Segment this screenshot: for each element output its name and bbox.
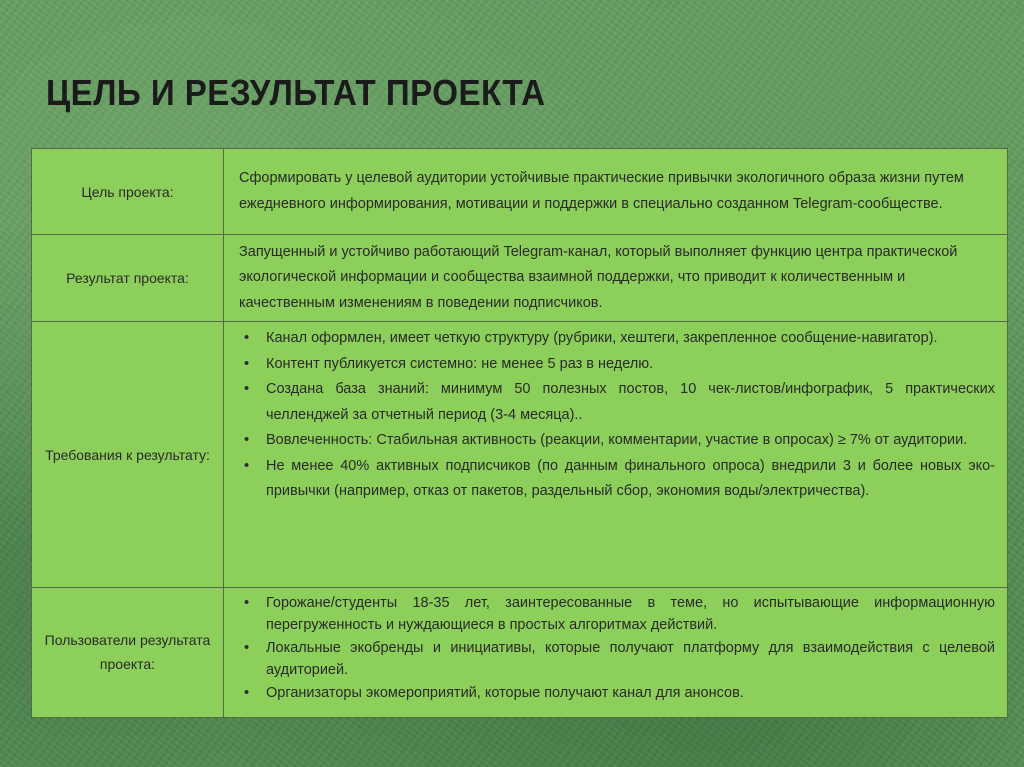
users-row [32, 587, 1008, 717]
requirement-item: • Вовлеченность: Стабильная активность (реакции, комментарии, участие в опросах) ≥ 7% от аудитории. [239, 428, 995, 454]
requirements-label: Требования к результату: [32, 322, 224, 587]
result-label: Результат проекта: [32, 235, 224, 322]
requirements-cell [224, 322, 1008, 587]
goal-text: Сформировать у целевой аудитории устойчивые практические привычки экологичного образа жизни путем ежедневного информирования, мотивации и поддержки в специально созданном Telegram-сообществе. [224, 149, 1008, 235]
user-item: • Горожане/студенты 18-35 лет, заинтересованные в теме, но испытывающие информационную перегруженность и нуждающиеся в простых алгоритмах действий. [239, 592, 995, 637]
result-text: Запущенный и устойчиво работающий Telegram-канал, который выполняет функцию центра практической экологической информации и сообщества взаимной поддержки, что приводит к количественным и качественным изменениям в поведении подписчиков. [224, 235, 1008, 322]
requirements-row [32, 322, 1008, 587]
user-item: • Локальные экобренды и инициативы, которые получают платформу для взаимодействия с целевой аудиторией. [239, 637, 995, 682]
requirement-item: • Канал оформлен, имеет четкую структуру (рубрики, хештеги, закрепленное сообщение-навигатор). [239, 326, 995, 352]
users-list [239, 592, 995, 705]
requirements-list [239, 326, 995, 505]
goal-row [32, 149, 1008, 235]
requirement-item: • Создана база знаний: минимум 50 полезных постов, 10 чек-листов/инфографик, 5 практических челленджей за отчетный период (3-4 месяца).. [239, 377, 995, 428]
goal-label: Цель проекта: [32, 149, 224, 235]
result-row [32, 235, 1008, 322]
requirement-item: • Контент публикуется системно: не менее 5 раз в неделю. [239, 352, 995, 378]
users-label: Пользователи результата проекта: [32, 587, 224, 717]
users-cell [224, 587, 1008, 717]
page-title: ЦЕЛЬ И РЕЗУЛЬТАТ ПРОЕКТА [46, 72, 546, 113]
user-item: • Организаторы экомероприятий, которые получают канал для анонсов. [239, 682, 995, 705]
requirement-item: • Не менее 40% активных подписчиков (по данным финального опроса) внедрили 3 и более новых эко-привычки (например, отказ от пакетов, раздельный сбор, экономия воды/электричества). [239, 454, 995, 505]
project-table [31, 148, 1008, 718]
